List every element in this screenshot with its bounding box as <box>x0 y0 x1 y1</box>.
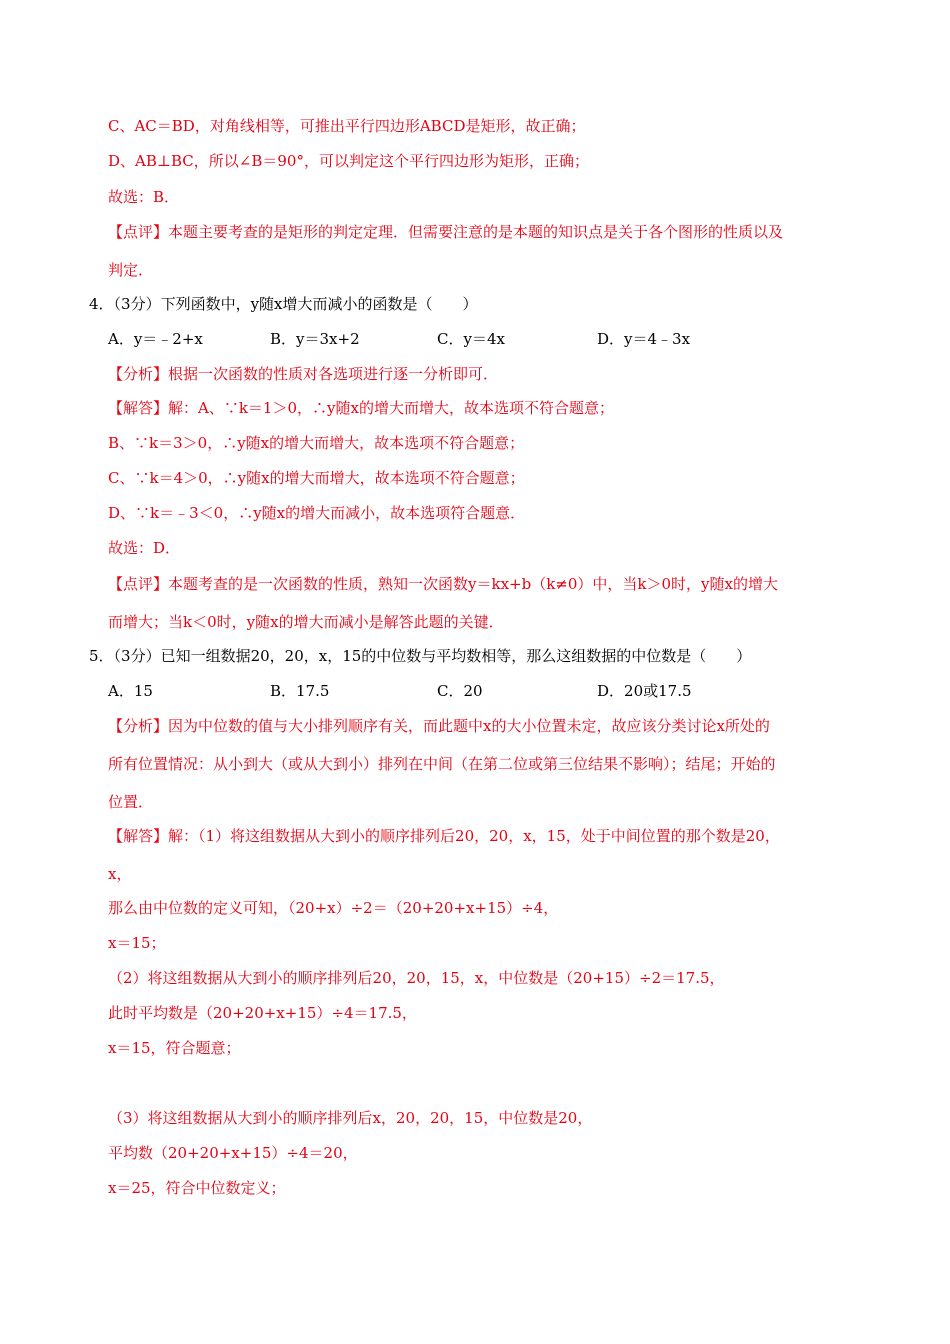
q4-choice: 故选：D． <box>108 539 181 557</box>
q4-comment-line-2: 而增大；当k＜0时，y随x的增大而减小是解答此题的关键． <box>108 613 504 631</box>
q3-comment-line-2: 判定． <box>108 261 154 279</box>
q4-answer-line-4: D、∵k＝﹣3＜0，∴y随x的增大而减小，故本选项符合题意． <box>108 504 526 522</box>
q5-option-c: C．20 <box>437 682 483 700</box>
q3-option-d-explanation: D、AB⊥BC，所以∠B＝90°，可以判定这个平行四边形为矩形，正确； <box>108 152 589 170</box>
q5-analysis-line-2: 所有位置情况：从小到大（或从大到小）排列在中间（在第二位或第三位结果不影响）；结尾；开始的 <box>108 755 776 773</box>
q4-option-d: D．y＝4﹣3x <box>597 330 691 348</box>
q3-choice: 故选：B． <box>108 188 180 206</box>
q4-comment-line-1: 【点评】本题考查的是一次函数的性质，熟知一次函数y＝kx+b（k≠0）中，当k＞0时，y随x的增大 <box>108 575 778 593</box>
q5-answer-line-7: x＝15，符合题意； <box>108 1039 241 1057</box>
q4-option-a: A．y＝﹣2+x <box>108 330 203 348</box>
q3-comment-line-1: 【点评】本题主要考查的是矩形的判定定理．但需要注意的是本题的知识点是关于各个图形的性质以及 <box>108 223 784 241</box>
q4-option-c: C．y＝4x <box>437 330 505 348</box>
q4-stem: 4．（3分）下列函数中，y随x增大而减小的函数是（ ） <box>89 295 478 313</box>
q5-answer-line-4: x＝15； <box>108 934 166 952</box>
q5-stem: 5．（3分）已知一组数据20，20，x，15的中位数与平均数相等，那么这组数据的中位数是（ ） <box>89 647 752 665</box>
q5-answer-line-10: x＝25，符合中位数定义； <box>108 1179 286 1197</box>
q4-option-b: B．y＝3x+2 <box>270 330 360 348</box>
q4-answer-line-1: 【解答】解：A、∵k＝1＞0，∴y随x的增大而增大，故本选项不符合题意； <box>108 399 614 417</box>
q5-answer-line-1: 【解答】解：（1）将这组数据从大到小的顺序排列后20，20，x，15，处于中间位置的那个数是20， <box>108 827 780 845</box>
q5-answer-line-8: （3）将这组数据从大到小的顺序排列后x，20，20，15，中位数是20， <box>108 1109 593 1127</box>
q4-answer-line-3: C、∵k＝4＞0，∴y随x的增大而增大，故本选项不符合题意； <box>108 469 525 487</box>
q3-option-c-explanation: C、AC＝BD，对角线相等，可推出平行四边形ABCD是矩形，故正确； <box>108 117 586 135</box>
q5-answer-line-9: 平均数（20+20+x+15）÷4＝20， <box>108 1144 358 1162</box>
q5-answer-line-2: x， <box>108 865 132 883</box>
q5-answer-line-6: 此时平均数是（20+20+x+15）÷4＝17.5， <box>108 1004 417 1022</box>
q5-answer-line-3: 那么由中位数的定义可知，（20+x）÷2＝（20+20+x+15）÷4， <box>108 899 559 917</box>
q5-option-a: A．15 <box>108 682 153 700</box>
q5-analysis-line-3: 位置． <box>108 793 154 811</box>
q4-analysis: 【分析】根据一次函数的性质对各选项进行逐一分析即可． <box>108 365 499 383</box>
q4-answer-line-2: B、∵k＝3＞0，∴y随x的增大而增大，故本选项不符合题意； <box>108 434 525 452</box>
q5-analysis-line-1: 【分析】因为中位数的值与大小排列顺序有关，而此题中x的大小位置未定，故应该分类讨论x所处的 <box>108 717 770 735</box>
q5-answer-line-5: （2）将这组数据从大到小的顺序排列后20，20，15，x，中位数是（20+15）÷2＝17.5， <box>108 969 725 987</box>
q5-option-d: D．20或17.5 <box>597 682 692 700</box>
q5-option-b: B．17.5 <box>270 682 330 700</box>
